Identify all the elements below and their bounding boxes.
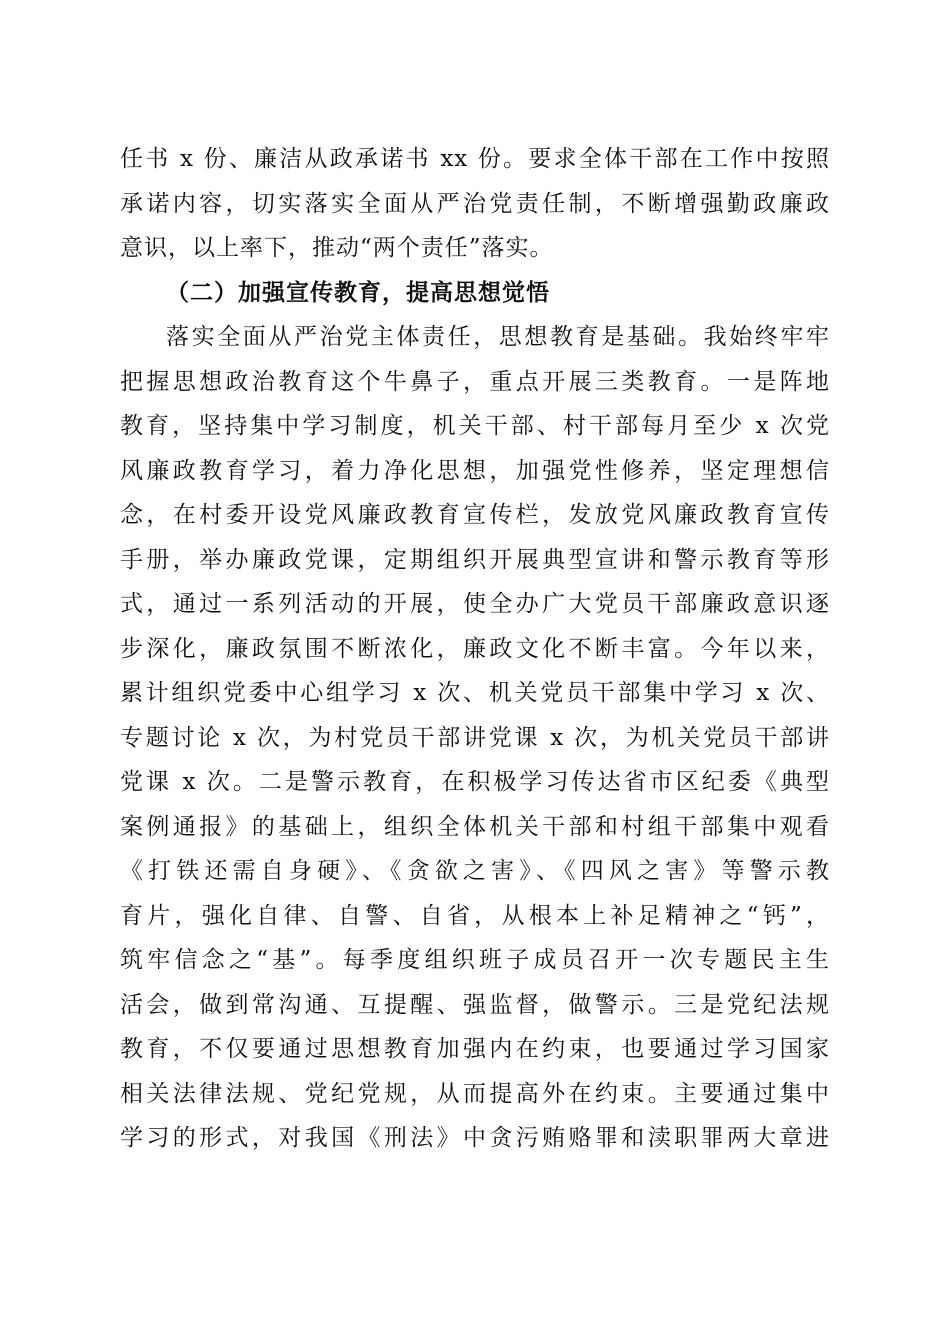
paragraph-1	[120, 137, 830, 271]
text-line: 承诺内容，切实落实全面从严治党责任制，不断增强勤政廉政	[120, 190, 830, 217]
text-line: 案例通报》的基础上，组织全体机关干部和村组干部集中观看	[120, 813, 830, 840]
text-line: 教育，不仅要通过思想教育加强内在约束，也要通过学习国家	[120, 1036, 830, 1062]
text-line: 教育，坚持集中学习制度，机关干部、村干部每月至少 x 次党	[120, 413, 830, 439]
document-body	[120, 137, 830, 1161]
text-line: 式，通过一系列活动的开展，使全办广大党员干部廉政意识逐	[120, 591, 830, 617]
section-heading: （二）加强宣传教育，提高思想觉悟	[166, 279, 550, 306]
text-line: 落实全面从严治党主体责任，思想教育是基础。我始终牢牢	[166, 324, 830, 350]
text-line: 意识，以上率下，推动“两个责任”落实。	[120, 235, 554, 261]
text-line: 活会，做到常沟通、互提醒、强监督，做警示。三是党纪法规	[120, 991, 830, 1018]
text-line: 《打铁还需自身硬》、《贪欲之害》、《四风之害》等警示教	[120, 858, 830, 884]
text-line: 手册，举办廉政党课，定期组织开展典型宣讲和警示教育等形	[120, 546, 830, 573]
text-line: 党课 x 次。二是警示教育，在积极学习传达省市区纪委《典型	[120, 769, 830, 795]
text-line: 念，在村委开设党风廉政教育宣传栏，发放党风廉政教育宣传	[120, 502, 830, 528]
paragraph-2	[120, 315, 830, 1161]
text-line: 筑牢信念之“基”。每季度组织班子成员召开一次专题民主生	[120, 947, 830, 973]
text-line: 步深化，廉政氛围不断浓化，廉政文化不断丰富。今年以来，	[120, 635, 830, 662]
text-line: 任书 x 份、廉洁从政承诺书 xx 份。要求全体干部在工作中按照	[120, 146, 830, 172]
text-line: 累计组织党委中心组学习 x 次、机关党员干部集中学习 x 次、	[120, 680, 830, 706]
text-line: 育片，强化自律、自警、自省，从根本上补足精神之“钙”，	[120, 902, 830, 929]
text-line: 专题讨论 x 次，为村党员干部讲党课 x 次，为机关党员干部讲	[120, 724, 830, 751]
text-line: 把握思想政治教育这个牛鼻子，重点开展三类教育。一是阵地	[120, 368, 830, 395]
text-line: 风廉政教育学习，着力净化思想，加强党性修养，坚定理想信	[120, 457, 830, 484]
text-line: 相关法律法规、党纪党规，从而提高外在约束。主要通过集中	[120, 1080, 830, 1107]
text-line: 学习的形式，对我国《刑法》中贪污贿赂罪和渎职罪两大章进	[120, 1125, 830, 1151]
